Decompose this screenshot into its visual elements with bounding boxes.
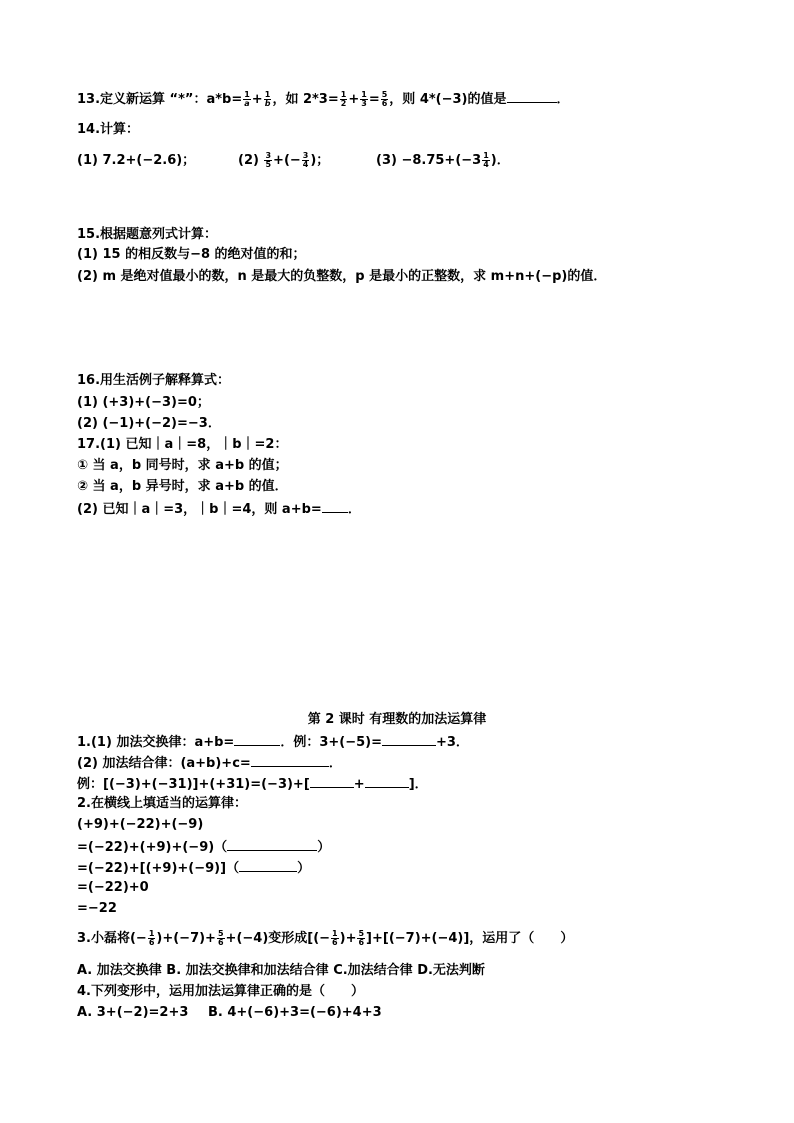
- answer-blank[interactable]: [234, 732, 280, 746]
- s2-line2: =(−22)+(+9)+(−9)（ ）: [77, 837, 330, 857]
- q15-line2: (2) m 是绝对值最小的数，n 是最大的负整数，p 是最小的正整数，求 m+n+(−p)的值．: [77, 269, 607, 284]
- q15-title: 15.根据题意列式计算：: [77, 227, 218, 242]
- q14-part3: (3) −8.75+(−3 $\frac{1}{4}$ )．: [376, 151, 510, 169]
- fraction-1-over-a: $\frac{1}{a}$: [244, 90, 250, 108]
- answer-blank[interactable]: [239, 858, 297, 872]
- s2-line3: =(−22)+[(+9)+(−9)]（ ）: [77, 858, 310, 878]
- q13-text-c: ，则 4*(−3)的值是: [389, 92, 507, 107]
- s3-line: 3.小磊将(− $\frac{1}{6}$ )+(−7)+ $\frac{5}{6}$ +(−4)变形成[(− $\frac{1}{6}$ )+ $\frac{5}{6}$ ]+[(−7)+(−4)]，运用了（ ）: [77, 929, 574, 947]
- s2-line4: =(−22)+0: [77, 880, 149, 895]
- q14-title: 14.计算：: [77, 122, 140, 137]
- q16-line2: (2) (−1)+(−2)=−3．: [77, 416, 221, 431]
- fraction-1-over-2: $\frac{1}{2}$: [340, 90, 347, 108]
- fraction-1-over-6: $\frac{1}{6}$: [148, 929, 155, 947]
- answer-blank[interactable]: [322, 499, 348, 513]
- section-title: 第 2 课时 有理数的加法运算律: [307, 712, 487, 727]
- fraction-3-over-5: $\frac{3}{5}$: [265, 151, 272, 169]
- s2-line5: =−22: [77, 901, 117, 916]
- fraction-1-over-3: $\frac{1}{3}$: [361, 90, 367, 108]
- answer-blank[interactable]: [251, 753, 329, 767]
- answer-blank[interactable]: [365, 774, 409, 788]
- fraction-3-over-4: $\frac{3}{4}$: [302, 151, 309, 169]
- q17-line3: ② 当 a，b 异号时，求 a+b 的值．: [77, 479, 288, 494]
- fraction-1-over-6: $\frac{1}{6}$: [332, 929, 338, 947]
- answer-blank[interactable]: [507, 89, 557, 103]
- q13-line: 13.定义新运算 “*”：a*b= $\frac{1}{a}$ + $\frac{1}{b}$ ，如 2*3= $\frac{1}{2}$ + $\frac{1}{3}$ = $\frac{5}{6}$ ，则 4*(−3)的值是 ．: [77, 90, 570, 108]
- q16-line1: (1) (+3)+(−3)=0；: [77, 395, 210, 410]
- fraction-1-over-4: $\frac{1}{4}$: [483, 151, 489, 169]
- fraction-1-over-b: $\frac{1}{b}$: [264, 90, 271, 108]
- answer-blank[interactable]: [310, 774, 354, 788]
- s2-line1: (+9)+(−22)+(−9): [77, 817, 204, 832]
- q15-line1: (1) 15 的相反数与−8 的绝对值的和；: [77, 247, 306, 262]
- q14-part1: (1) 7.2+(−2.6)；: [77, 153, 196, 168]
- s4-option-a: A. 3+(−2)=2+3: [77, 1005, 189, 1020]
- s1-line2: (2) 加法结合律：(a+b)+c= ．: [77, 753, 342, 773]
- fraction-5-over-6: $\frac{5}{6}$: [358, 929, 365, 947]
- q13-text-b: ，如 2*3=: [272, 92, 339, 107]
- fraction-5-over-6: $\frac{5}{6}$: [217, 929, 224, 947]
- s2-title: 2.在横线上填适当的运算律：: [77, 796, 247, 811]
- s4-option-b: B. 4+(−6)+3=(−6)+4+3: [208, 1005, 382, 1020]
- q17-line4: (2) 已知｜a｜=3，｜b｜=4，则 a+b= ．: [77, 499, 361, 519]
- q13-text-a: 13.定义新运算 “*”：a*b=: [77, 92, 243, 107]
- answer-blank[interactable]: [227, 837, 317, 851]
- q17-line2: ① 当 a，b 同号时，求 a+b 的值；: [77, 458, 288, 473]
- s1-line1: 1.(1) 加法交换律：a+b= ．例：3+(−5)= +3．: [77, 732, 469, 752]
- s4-title: 4.下列变形中，运用加法运算律正确的是（ ）: [77, 984, 364, 999]
- q14-part2: (2) $\frac{3}{5}$ +(− $\frac{3}{4}$ )；: [238, 151, 330, 169]
- q16-title: 16.用生活例子解释算式：: [77, 373, 231, 388]
- q17-line1: 17.(1) 已知｜a｜=8，｜b｜=2：: [77, 437, 288, 452]
- fraction-5-over-6: $\frac{5}{6}$: [381, 90, 388, 108]
- s3-options: A. 加法交换律 B. 加法交换律和加法结合律 C.加法结合律 D.无法判断: [77, 963, 485, 978]
- s1-line3: 例：[(−3)+(−31)]+(+31)=(−3)+[ + ]．: [77, 774, 428, 794]
- answer-blank[interactable]: [382, 732, 436, 746]
